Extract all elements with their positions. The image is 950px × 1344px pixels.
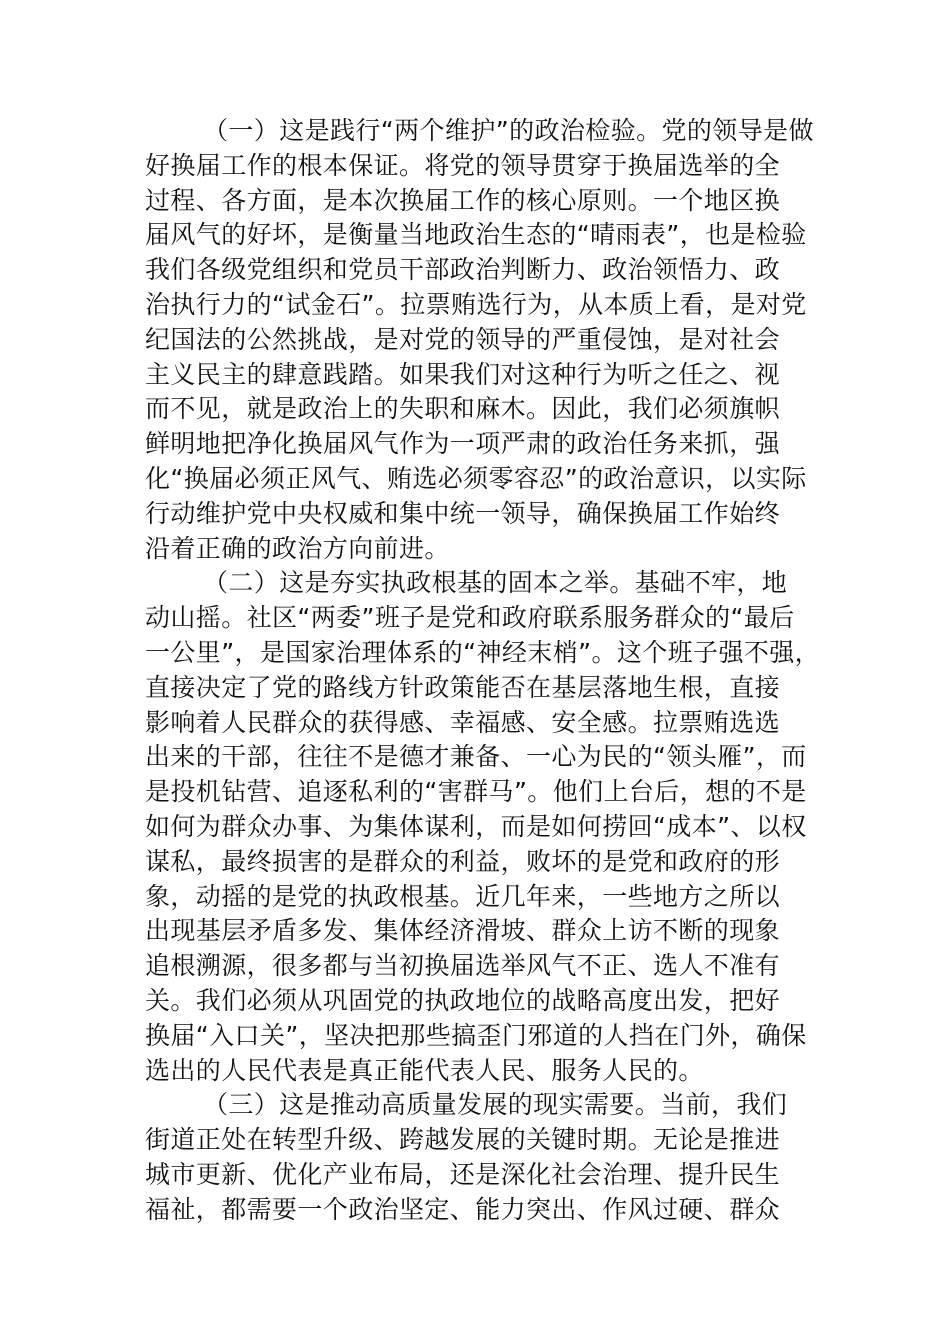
text-line: 城市更新、优化产业布局，还是深化社会治理、提升民生 [145, 1159, 781, 1189]
text-line: 我们各级党组织和党员干部政治判断力、政治领悟力、政 [145, 255, 781, 285]
text-line: （一）这是践行“两个维护”的政治检验。党的领导是做 [203, 116, 814, 145]
text-line: 直接决定了党的路线方针政策能否在基层落地生根，直接 [145, 672, 781, 702]
text-line: 鲜明地把净化换届风气作为一项严肃的政治任务来抓，强 [145, 429, 781, 459]
text-line: 谋私，最终损害的是群众的利益，败坏的是党和政府的形 [145, 846, 781, 876]
text-line: 好换届工作的根本保证。将党的领导贯穿于换届选举的全 [145, 150, 781, 180]
text-line: 影响着人民群众的获得感、幸福感、安全感。拉票贿选选 [145, 707, 781, 737]
document-body [145, 114, 845, 1228]
text-line: 届风气的好坏，是衡量当地政治生态的“晴雨表”，也是检验 [145, 220, 807, 250]
text-line: 行动维护党中央权威和集中统一领导，确保换届工作始终 [145, 498, 781, 528]
text-line: 出来的干部，往往不是德才兼备、一心为民的“领头雁”，而 [145, 742, 807, 772]
text-line: 街道正处在转型升级、跨越发展的关键时期。无论是推进 [145, 1125, 781, 1155]
text-line: 沿着正确的政治方向前进。 [145, 533, 450, 563]
text-line: 是投机钻营、追逐私利的“害群马”。他们上台后，想的不是 [145, 777, 807, 807]
text-line: 主义民主的肆意践踏。如果我们对这种行为听之任之、视 [145, 359, 781, 389]
text-line: 过程、各方面，是本次换届工作的核心原则。一个地区换 [145, 185, 781, 215]
paragraph-2 [145, 566, 845, 1088]
text-line: 追根溯源，很多都与当初换届选举风气不正、选人不准有 [145, 951, 781, 981]
text-line: （三）这是推动高质量发展的现实需要。当前，我们 [203, 1090, 788, 1120]
text-line: 选出的人民代表是真正能代表人民、服务人民的。 [145, 1055, 704, 1085]
text-line: 纪国法的公然挑战，是对党的领导的严重侵蚀，是对社会 [145, 324, 781, 354]
paragraph-1 [145, 114, 845, 566]
text-line: 如何为群众办事、为集体谋利，而是如何捞回“成本”、以权 [145, 811, 807, 841]
text-line: 福祉，都需要一个政治坚定、能力突出、作风过硬、群众 [145, 1194, 781, 1224]
text-line: 动山摇。社区“两委”班子是党和政府联系服务群众的“最后 [145, 603, 795, 633]
text-line: 一公里”，是国家治理体系的“神经末梢”。这个班子强不强， [145, 637, 821, 667]
text-line: （二）这是夯实执政根基的固本之举。基础不牢，地 [203, 568, 788, 598]
text-line: 而不见，就是政治上的失职和麻木。因此，我们必须旗帜 [145, 394, 781, 424]
paragraph-3 [145, 1088, 845, 1227]
text-line: 治执行力的“试金石”。拉票贿选行为，从本质上看，是对党 [145, 289, 807, 319]
text-line: 出现基层矛盾多发、集体经济滑坡、群众上访不断的现象 [145, 916, 781, 946]
text-line: 关。我们必须从巩固党的执政地位的战略高度出发，把好 [145, 985, 781, 1015]
text-line: 换届“入口关”，坚决把那些搞歪门邪道的人挡在门外，确保 [145, 1020, 807, 1050]
text-line: 化“换届必须正风气、贿选必须零容忍”的政治意识，以实际 [145, 463, 807, 493]
text-line: 象，动摇的是党的执政根基。近几年来，一些地方之所以 [145, 881, 781, 911]
